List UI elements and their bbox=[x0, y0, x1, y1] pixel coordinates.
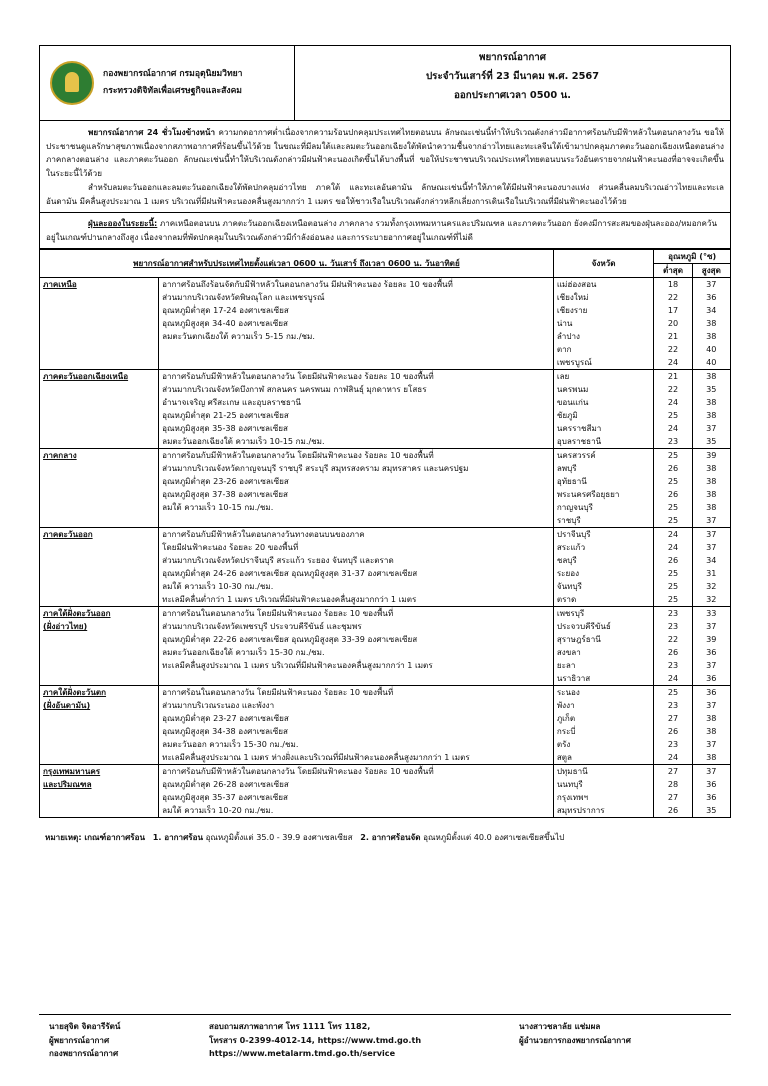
region-description-line: อากาศร้อนในตอนกลางวัน โดยมีฝนฟ้าคะนอง ร้อยละ 10 ของพื้นที่ bbox=[162, 687, 394, 697]
region-description-line: อากาศร้อนกับมีฟ้าหลัวในตอนกลางวัน โดยมีฝนฟ้าคะนอง ร้อยละ 10 ของพื้นที่ bbox=[162, 766, 434, 776]
region-row bbox=[40, 528, 731, 607]
region-name bbox=[40, 765, 159, 818]
max-temp-list-line: 37 bbox=[706, 739, 717, 749]
director-block bbox=[519, 1020, 731, 1061]
min-temp-list bbox=[654, 686, 692, 765]
regional-forecast-table bbox=[39, 249, 731, 818]
province-list-line: พระนครศรีอยุธยา bbox=[556, 489, 620, 499]
max-temp-list-line: 34 bbox=[706, 555, 717, 565]
region-description-line: ทะเลมีคลื่นสูงประมาณ 1 เมตร ห่างฝั่งและบริเวณที่มีฝนฟ้าคะนองคลื่นสูงมากกว่า 1 เมตร bbox=[162, 752, 470, 762]
region-row bbox=[40, 449, 731, 528]
region-description bbox=[159, 528, 554, 607]
region-description-line: อุณหภูมิต่ำสุด 23-27 องศาเซลเซียส bbox=[162, 713, 289, 723]
province-list bbox=[553, 370, 653, 449]
issue-time: ออกประกาศเวลา 0500 น. bbox=[454, 90, 571, 101]
director-title: ผู้อำนวยการกองพยากรณ์อากาศ bbox=[519, 1034, 631, 1045]
min-temp-list bbox=[654, 449, 692, 528]
max-temp-list-line: 38 bbox=[706, 489, 717, 499]
min-temp-list-line: 26 bbox=[667, 647, 679, 657]
max-temp-list-line: 37 bbox=[706, 423, 717, 433]
province-list bbox=[553, 528, 653, 607]
max-temp-list-line: 37 bbox=[706, 700, 717, 710]
province-list-line: เพชรบุรี bbox=[556, 608, 585, 618]
min-temp-list-line: 25 bbox=[667, 502, 679, 512]
min-temp-list-line: 25 bbox=[667, 687, 679, 697]
min-temp-list-line: 23 bbox=[667, 739, 679, 749]
max-temp-list bbox=[692, 528, 730, 607]
max-temp-list bbox=[692, 449, 730, 528]
region-description-line: อุณหภูมิต่ำสุด 21-25 องศาเซลเซียส bbox=[162, 410, 289, 420]
region-description-line: ส่วนมากบริเวณจังหวัดพิษณุโลก และเพชรบูรณ์ bbox=[162, 292, 325, 302]
province-list bbox=[553, 278, 653, 370]
max-temp-list bbox=[692, 765, 730, 818]
region-name-line: ภาคตะวันออกเฉียงเหนือ bbox=[43, 371, 129, 381]
region-name-line: (ฝั่งอ่าวไทย) bbox=[43, 621, 88, 631]
min-temp-list-line: 18 bbox=[667, 279, 679, 289]
max-temp-list-line: 39 bbox=[706, 634, 717, 644]
max-temp-list-line: 36 bbox=[706, 292, 717, 302]
max-temp-list-line: 38 bbox=[706, 752, 717, 762]
max-temp-list-line: 38 bbox=[706, 463, 717, 473]
note-item-1-text: อุณหภูมิตั้งแต่ 35.0 - 39.9 องศาเซลเซียส bbox=[205, 832, 353, 842]
org-line-2: กระทรวงดิจิทัลเพื่อเศรษฐกิจและสังคม bbox=[103, 86, 242, 96]
min-temp-list bbox=[654, 528, 692, 607]
province-list-line: แม่ฮ่องสอน bbox=[556, 279, 597, 289]
province-list-line: สงขลา bbox=[556, 647, 581, 657]
contact-service-link[interactable]: https://www.metalarm.tmd.go.th/service bbox=[209, 1048, 396, 1058]
region-description-line: ลมใต้ ความเร็ว 10-20 กม./ชม. bbox=[162, 805, 274, 815]
org-block bbox=[40, 46, 295, 120]
min-temp-list-line: 24 bbox=[667, 397, 679, 407]
max-temp-list bbox=[692, 370, 730, 449]
region-name-line: ภาคใต้ฝั่งตะวันตก bbox=[43, 687, 107, 697]
document-title: พยากรณ์อากาศ bbox=[478, 52, 547, 63]
province-list-line: ยะลา bbox=[556, 660, 576, 670]
province-list bbox=[553, 607, 653, 686]
province-list-line: สุราษฎร์ธานี bbox=[556, 634, 601, 644]
province-list-line: เชียงใหม่ bbox=[556, 292, 589, 302]
region-description-line: ส่วนมากบริเวณจังหวัดเพชรบุรี ประจวบคีรีขันธ์ และชุมพร bbox=[162, 621, 362, 631]
min-temp-list-line: 25 bbox=[667, 410, 679, 420]
min-temp-list-line: 26 bbox=[667, 555, 679, 565]
min-temp-list-line: 24 bbox=[667, 357, 679, 367]
min-temp-list-line: 25 bbox=[667, 476, 679, 486]
forecast-label: พยากรณ์อากาศ 24 ชั่วโมงข้างหน้า bbox=[88, 127, 216, 137]
dust-label: ฝุ่นละอองในระยะนี้: bbox=[88, 218, 158, 228]
min-temp-list bbox=[654, 607, 692, 686]
region-description bbox=[159, 765, 554, 818]
min-temp-list-line: 24 bbox=[667, 752, 679, 762]
province-list bbox=[553, 686, 653, 765]
max-temp-list-line: 32 bbox=[706, 594, 717, 604]
max-temp-list-line: 39 bbox=[706, 450, 717, 460]
max-temp-list-line: 37 bbox=[706, 766, 717, 776]
max-temp-list-line: 38 bbox=[706, 371, 717, 381]
region-name-line: ภาคกลาง bbox=[43, 450, 77, 460]
region-description-line: อุณหภูมิต่ำสุด 22-26 องศาเซลเซียส อุณหภูมิสูงสุด 33-39 องศาเซลเซียส bbox=[162, 634, 418, 644]
region-name bbox=[40, 607, 159, 686]
director-name: นางสาวชลาลัย แช่มผล bbox=[519, 1021, 601, 1031]
region-description-line: อากาศร้อนถึงร้อนจัดกับมีฟ้าหลัวในตอนกลางวัน มีฝนฟ้าคะนอง ร้อยละ 10 ของพื้นที่ bbox=[162, 279, 453, 289]
max-temp-list bbox=[692, 686, 730, 765]
forecaster-division: กองพยากรณ์อากาศ bbox=[49, 1048, 119, 1058]
region-description-line: อุณหภูมิต่ำสุด 17-24 องศาเซลเซียส bbox=[162, 305, 289, 315]
region-name-line: ภาคใต้ฝั่งตะวันออก bbox=[43, 608, 111, 618]
region-description-line: อุณหภูมิสูงสุด 34-40 องศาเซลเซียส bbox=[162, 318, 288, 328]
region-description-line: ทะเลมีคลื่นต่ำกว่า 1 เมตร บริเวณที่มีฝนฟ้าคะนองคลื่นสูงมากกว่า 1 เมตร bbox=[162, 594, 417, 604]
region-name bbox=[40, 278, 159, 370]
max-temp-list-line: 36 bbox=[706, 673, 717, 683]
forecast-paragraph-2: สำหรับลมตะวันออกและลมตะวันออกเฉียงใต้พัดปกคลุมอ่าวไทย ภาคใต้ และทะเลอันดามัน ลักษณะเช่นนี้ทำให้ภาคใต้มีฝนฟ้าคะนองบางแห่ง ส่วนคลื่นลมบริเวณอ่าวไทยและทะเลอันดามัน มีคลื่นสูงประมาณ 1 เมตร บริเวณที่มีฝนฟ้าคะนองคลื่นสูงมากกว่า 1 เมตร ขอให้ชาวเรือในบริเวณดังกล่าวหลีกเลี่ยงการเดินเรือในบริเวณที่มีฝนฟ้าคะนองไว้ด้วย bbox=[46, 182, 724, 206]
min-temp-list-line: 23 bbox=[667, 436, 679, 446]
note-item-2-text: อุณหภูมิตั้งแต่ 40.0 องศาเซลเซียสขึ้นไป bbox=[423, 832, 565, 842]
province-list-line: กรุงเทพฯ bbox=[556, 792, 589, 802]
min-temp-list-line: 28 bbox=[667, 779, 679, 789]
region-description-line: อากาศร้อนในตอนกลางวัน โดยมีฝนฟ้าคะนอง ร้อยละ 10 ของพื้นที่ bbox=[162, 608, 394, 618]
region-description-line: อุณหภูมิสูงสุด 37-38 องศาเซลเซียส bbox=[162, 489, 288, 499]
max-temp-list-line: 37 bbox=[706, 529, 717, 539]
province-list-line: ปราจีนบุรี bbox=[556, 529, 591, 539]
province-list-line: สตูล bbox=[556, 752, 572, 762]
province-list-line: น่าน bbox=[556, 318, 573, 328]
region-row bbox=[40, 370, 731, 449]
min-temp-list-line: 24 bbox=[667, 673, 679, 683]
region-description-line: อากาศร้อนกับมีฟ้าหลัวในตอนกลางวัน โดยมีฝนฟ้าคะนอง ร้อยละ 10 ของพื้นที่ bbox=[162, 450, 434, 460]
max-temp-list bbox=[692, 278, 730, 370]
forecast-text-1: ความกดอากาศต่ำเนื่องจากความร้อนปกคลุมประเทศไทยตอนบน ลักษณะเช่นนี้ทำให้บริเวณดังกล่าวมีอากาศร้อนกับมีฟ้าหลัวในตอนกลางวัน ขอให้ประชาชนดูแลรักษาสุขภาพเนื่องจากสภาพอากาศที่ร้อนขึ้นไว้ด้วย ในขณะที่มีลมใต้และลมตะวันออกเฉียงใต้พัดนำความชื้นจากอ่าวไทยและทะเลจีนใต้เข้ามาปกคลุมภาคตะวันออกเฉียงเหนือตอนล่าง ภาคกลางตอนล่าง และภาคตะวันออก ลักษณะเช่นนี้ทำให้บริเวณดังกล่าวมีฝนฟ้าคะนองเกิดขึ้นได้บางพื้นที่ ขอให้ประชาชนบริเวณประเทศไทยตอนบนระวังอันตรายจากฝนฟ้าคะนองที่อาจจะเกิดขึ้นในระยะนี้ไว้ด้วย bbox=[46, 127, 724, 178]
province-list bbox=[553, 765, 653, 818]
forecast-summary bbox=[39, 121, 731, 213]
province-list bbox=[553, 449, 653, 528]
document-header bbox=[39, 45, 731, 121]
region-description bbox=[159, 278, 554, 370]
region-name bbox=[40, 370, 159, 449]
title-block bbox=[295, 46, 730, 120]
max-temp-list-line: 38 bbox=[706, 713, 717, 723]
province-list-line: พังงา bbox=[556, 700, 575, 710]
region-name-line: (ฝั่งอันดามัน) bbox=[43, 700, 91, 710]
region-description-line: อุณหภูมิต่ำสุด 23-26 องศาเซลเซียส bbox=[162, 476, 289, 486]
document-footer bbox=[39, 1014, 731, 1061]
region-description-line: อุณหภูมิสูงสุด 35-37 องศาเซลเซียส bbox=[162, 792, 288, 802]
province-list-line: กาญจนบุรี bbox=[556, 502, 593, 512]
min-header: ต่ำสุด bbox=[654, 264, 692, 278]
province-list-line: นครพนม bbox=[556, 384, 589, 394]
region-row bbox=[40, 607, 731, 686]
region-description bbox=[159, 449, 554, 528]
min-temp-list-line: 27 bbox=[667, 766, 679, 776]
region-description-line: อากาศร้อนกับมีฟ้าหลัวในตอนกลางวันทางตอนบนของภาค bbox=[162, 529, 365, 539]
region-description-line: อำนาจเจริญ ศรีสะเกษ และอุบลราชธานี bbox=[162, 397, 301, 407]
region-name-line: กรุงเทพมหานคร bbox=[43, 766, 101, 776]
forecast-paragraph-1 bbox=[46, 126, 724, 180]
province-list-line: สระแก้ว bbox=[556, 542, 586, 552]
document-date: ประจำวันเสาร์ที่ 23 มีนาคม พ.ศ. 2567 bbox=[425, 71, 600, 82]
province-list-line: จันทบุรี bbox=[556, 581, 582, 591]
min-temp-list-line: 22 bbox=[667, 344, 679, 354]
region-description-line: ลมตะวันออกเฉียงใต้ ความเร็ว 10-15 กม./ชม. bbox=[162, 436, 325, 446]
note-item-1-label: 1. อากาศร้อน bbox=[152, 832, 203, 842]
max-temp-list bbox=[692, 607, 730, 686]
max-temp-list-line: 38 bbox=[706, 502, 717, 512]
region-description-line: ส่วนมากบริเวณจังหวัดปราจีนบุรี สระแก้ว ระยอง จันทบุรี และตราด bbox=[162, 555, 394, 565]
max-temp-list-line: 36 bbox=[706, 792, 717, 802]
min-temp-list-line: 26 bbox=[667, 805, 679, 815]
province-list-line: อุทัยธานี bbox=[556, 476, 587, 486]
max-temp-list-line: 38 bbox=[706, 331, 717, 341]
region-description-line: ลมตะวันออกเฉียงใต้ ความเร็ว 15-30 กม./ชม. bbox=[162, 647, 325, 657]
max-temp-list-line: 38 bbox=[706, 726, 717, 736]
min-temp-list-line: 24 bbox=[667, 542, 679, 552]
region-row bbox=[40, 278, 731, 370]
province-list-line: ประจวบคีรีขันธ์ bbox=[556, 621, 611, 631]
min-temp-list-line: 26 bbox=[667, 489, 679, 499]
region-name bbox=[40, 449, 159, 528]
region-name bbox=[40, 686, 159, 765]
region-description-line: ลมใต้ ความเร็ว 10-30 กม./ชม. bbox=[162, 581, 274, 591]
province-header: จังหวัด bbox=[553, 250, 653, 278]
forecaster-block bbox=[39, 1020, 209, 1061]
min-temp-list-line: 20 bbox=[667, 318, 679, 328]
province-list-line: เลย bbox=[556, 371, 570, 381]
province-list-line: ตรัง bbox=[556, 739, 571, 749]
min-temp-list-line: 26 bbox=[667, 726, 679, 736]
min-temp-list-line: 23 bbox=[667, 700, 679, 710]
province-list-line: นราธิวาส bbox=[556, 673, 591, 683]
region-description-line: อุณหภูมิสูงสุด 35-38 องศาเซลเซียส bbox=[162, 423, 288, 433]
org-name bbox=[103, 66, 243, 100]
min-temp-list-line: 25 bbox=[667, 515, 679, 525]
region-row bbox=[40, 686, 731, 765]
province-list-line: ภูเก็ต bbox=[556, 713, 576, 723]
note-label: หมายเหตุ: เกณฑ์อากาศร้อน bbox=[45, 832, 145, 842]
max-temp-list-line: 38 bbox=[706, 397, 717, 407]
max-temp-list-line: 38 bbox=[706, 318, 717, 328]
max-temp-list-line: 35 bbox=[706, 436, 717, 446]
region-description bbox=[159, 370, 554, 449]
min-temp-list bbox=[654, 278, 692, 370]
min-temp-list-line: 17 bbox=[667, 305, 679, 315]
min-temp-list-line: 22 bbox=[667, 634, 679, 644]
forecast-page bbox=[39, 45, 731, 844]
province-list-line: นครสวรรค์ bbox=[556, 450, 596, 460]
province-list-line: ระนอง bbox=[556, 687, 580, 697]
province-list-line: ปทุมธานี bbox=[556, 766, 588, 776]
min-temp-list bbox=[654, 765, 692, 818]
region-description-line: อากาศร้อนกับมีฟ้าหลัวในตอนกลางวัน โดยมีฝนฟ้าคะนอง ร้อยละ 10 ของพื้นที่ bbox=[162, 371, 434, 381]
max-temp-list-line: 36 bbox=[706, 687, 717, 697]
region-description-line: ลมตะวันตกเฉียงใต้ ความเร็ว 5-15 กม./ชม. bbox=[162, 331, 315, 341]
forecaster-title: ผู้พยากรณ์อากาศ bbox=[49, 1034, 110, 1045]
region-description-line: ลมใต้ ความเร็ว 10-15 กม./ชม. bbox=[162, 502, 274, 512]
min-temp-list bbox=[654, 370, 692, 449]
max-temp-list-line: 37 bbox=[706, 621, 717, 631]
max-temp-list-line: 37 bbox=[706, 660, 717, 670]
max-temp-list-line: 35 bbox=[706, 805, 717, 815]
min-temp-list-line: 27 bbox=[667, 713, 679, 723]
max-temp-list-line: 36 bbox=[706, 647, 717, 657]
region-name-line: ภาคเหนือ bbox=[43, 279, 77, 289]
region-description-line: ส่วนมากบริเวณจังหวัดกาญจนบุรี ราชบุรี สระบุรี สมุทรสงคราม สมุทรสาคร และนครปฐม bbox=[162, 463, 469, 473]
contact-fax-web: โทรสาร 0-2399-4012-14, https://www.tmd.go.th bbox=[209, 1034, 422, 1045]
max-temp-list-line: 36 bbox=[706, 779, 717, 789]
region-description-line: อุณหภูมิต่ำสุด 26-28 องศาเซลเซียส bbox=[162, 779, 289, 789]
min-temp-list-line: 25 bbox=[667, 450, 679, 460]
province-list-line: กระบี่ bbox=[556, 726, 576, 736]
min-temp-list-line: 22 bbox=[667, 384, 679, 394]
province-list-line: ตราด bbox=[556, 594, 577, 604]
max-temp-list-line: 40 bbox=[706, 357, 717, 367]
min-temp-list-line: 26 bbox=[667, 463, 679, 473]
province-list-line: นครราชสีมา bbox=[556, 423, 602, 433]
province-list-line: ขอนแก่น bbox=[556, 397, 589, 407]
note bbox=[39, 830, 731, 844]
province-list-line: อุบลราชธานี bbox=[556, 436, 602, 446]
contact-block bbox=[209, 1020, 519, 1061]
max-temp-list-line: 37 bbox=[706, 279, 717, 289]
period-header: พยากรณ์อากาศสำหรับประเทศไทยตั้งแต่เวลา 0600 น. วันเสาร์ ถึงเวลา 0600 น. วันอาทิตย์ bbox=[40, 250, 554, 278]
org-line-1: กองพยากรณ์อากาศ กรมอุตุนิยมวิทยา bbox=[103, 69, 243, 79]
max-temp-list-line: 34 bbox=[706, 305, 717, 315]
region-name-line: และปริมณฑล bbox=[43, 779, 92, 789]
min-temp-list-line: 24 bbox=[667, 529, 679, 539]
province-list-line: เพชรบูรณ์ bbox=[556, 357, 592, 367]
temperature-header: อุณหภูมิ (°ซ) bbox=[654, 250, 731, 264]
region-name bbox=[40, 528, 159, 607]
max-temp-list-line: 38 bbox=[706, 476, 717, 486]
max-temp-list-line: 37 bbox=[706, 515, 717, 525]
region-description-line: อุณหภูมิสูงสุด 34-38 องศาเซลเซียส bbox=[162, 726, 288, 736]
min-temp-list-line: 22 bbox=[667, 292, 679, 302]
region-description-line: ส่วนมากบริเวณจังหวัดบึงกาฬ สกลนคร นครพนม กาฬสินธุ์ มุกดาหาร ยโสธร bbox=[162, 384, 427, 394]
max-temp-list-line: 31 bbox=[706, 568, 717, 578]
min-temp-list-line: 25 bbox=[667, 581, 679, 591]
min-temp-list-line: 24 bbox=[667, 423, 679, 433]
max-temp-list-line: 40 bbox=[706, 344, 717, 354]
region-description bbox=[159, 686, 554, 765]
region-description-line: อุณหภูมิต่ำสุด 24-26 องศาเซลเซียส อุณหภูมิสูงสุด 31-37 องศาเซลเซียส bbox=[162, 568, 418, 578]
province-list-line: ราชบุรี bbox=[556, 515, 581, 525]
region-description-line: โดยมีฝนฟ้าคะนอง ร้อยละ 20 ของพื้นที่ bbox=[162, 542, 299, 552]
province-list-line: ตาก bbox=[556, 344, 572, 354]
region-description-line: ทะเลมีคลื่นสูงประมาณ 1 เมตร บริเวณที่มีฝนฟ้าคะนองคลื่นสูงมากกว่า 1 เมตร bbox=[162, 660, 433, 670]
region-description-line: ลมตะวันออก ความเร็ว 15-30 กม./ชม. bbox=[162, 739, 299, 749]
min-temp-list-line: 21 bbox=[667, 371, 679, 381]
min-temp-list-line: 25 bbox=[667, 594, 679, 604]
province-list-line: ระยอง bbox=[556, 568, 580, 578]
min-temp-list-line: 25 bbox=[667, 568, 679, 578]
min-temp-list-line: 23 bbox=[667, 621, 679, 631]
contact-phone: สอบถามสภาพอากาศ โทร 1111 โทร 1182, bbox=[209, 1021, 371, 1031]
province-list-line: สมุทรปราการ bbox=[556, 805, 605, 815]
province-list-line: เชียงราย bbox=[556, 305, 588, 315]
tmd-logo-icon bbox=[50, 61, 94, 105]
region-description bbox=[159, 607, 554, 686]
region-row bbox=[40, 765, 731, 818]
max-temp-list-line: 37 bbox=[706, 542, 717, 552]
province-list-line: ลำปาง bbox=[556, 331, 580, 341]
max-temp-list-line: 38 bbox=[706, 410, 717, 420]
max-temp-list-line: 35 bbox=[706, 384, 717, 394]
province-list-line: ชลบุรี bbox=[556, 555, 577, 565]
region-name-line: ภาคตะวันออก bbox=[43, 529, 93, 539]
forecaster-name: นายสุจิต จิตอารีรัตน์ bbox=[49, 1021, 121, 1031]
max-temp-list-line: 33 bbox=[706, 608, 717, 618]
max-temp-list-line: 32 bbox=[706, 581, 717, 591]
dust-section bbox=[39, 213, 731, 249]
max-header: สูงสุด bbox=[692, 264, 730, 278]
dust-text: ภาคเหนือตอนบน ภาคตะวันออกเฉียงเหนือตอนล่าง ภาคกลาง รวมทั้งกรุงเทพมหานครและปริมณฑล และภาคตะวันออก ยังคงมีการสะสมของฝุ่นละออง/หมอกควันอยู่ในเกณฑ์ปานกลางถึงสูง เนื่องจากลมที่พัดปกคลุมในบริเวณดังกล่าวมีกำลังอ่อนลง และการระบายอากาศอยู่ในเกณฑ์ที่ไม่ดี bbox=[46, 218, 717, 242]
region-description-line: ส่วนมากบริเวณระนอง และพังงา bbox=[162, 700, 275, 710]
min-temp-list-line: 27 bbox=[667, 792, 679, 802]
province-list-line: ชัยภูมิ bbox=[556, 410, 578, 420]
province-list-line: นนทบุรี bbox=[556, 779, 583, 789]
min-temp-list-line: 21 bbox=[667, 331, 679, 341]
min-temp-list-line: 23 bbox=[667, 608, 679, 618]
note-item-2-label: 2. อากาศร้อนจัด bbox=[360, 832, 421, 842]
province-list-line: ลพบุรี bbox=[556, 463, 577, 473]
min-temp-list-line: 23 bbox=[667, 660, 679, 670]
table-header-row-1 bbox=[40, 250, 731, 264]
